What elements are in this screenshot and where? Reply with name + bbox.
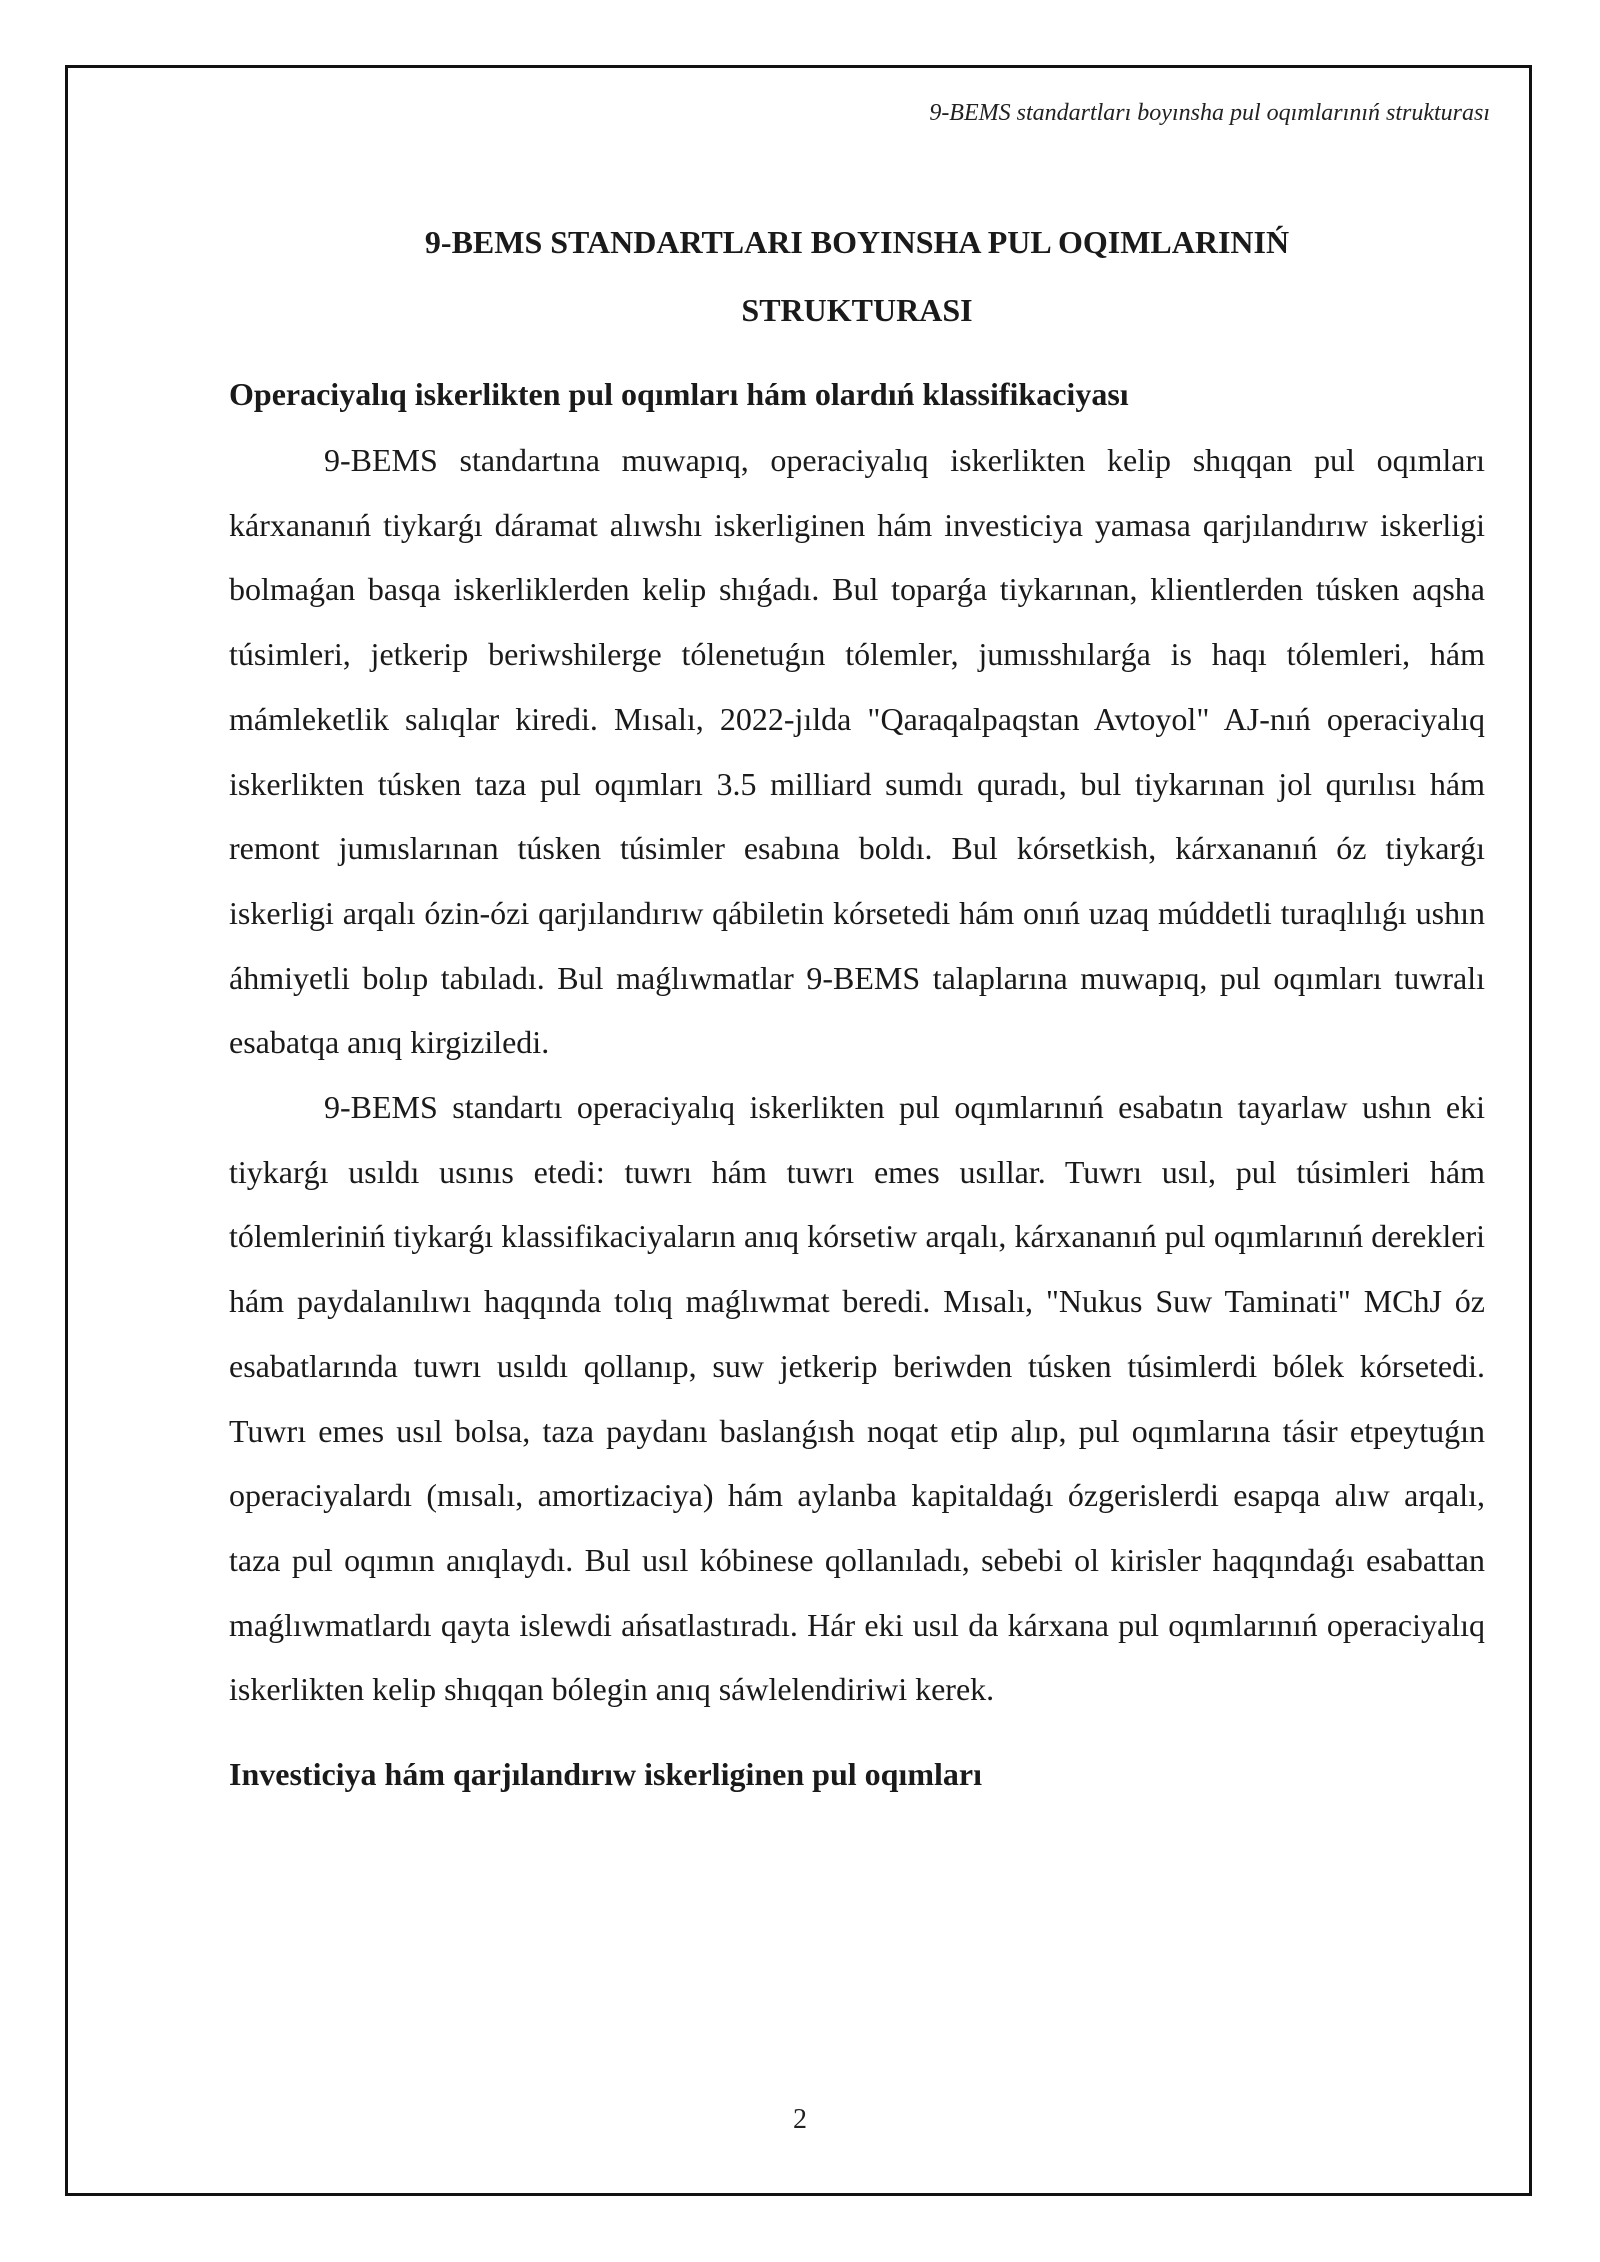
document-title-line-1: 9-BEMS STANDARTLARI BOYINSHA PUL OQIMLARINIŃ: [424, 224, 1290, 260]
section-heading-operating: Operaciyalıq iskerlikten pul oqımları hám olardıń klassifikaciyası: [229, 376, 1129, 412]
paragraph-operating-definition: 9-BEMS standartına muwapıq, operaciyalıq iskerlikten kelip shıqqan pul oqımları kárxananıń tiykarǵı dáramat alıwshı iskerliginen hám investiciya yamasa qarjılandırıw iskerligi bolmaǵan basqa iskerliklerden kelip shıǵadı. Bul toparǵa tiykarınan, klientlerden túsken aqsha túsimleri, jetkerip beriwshilerge tólenetuǵın tólemler, jumısshılarǵa is haqı tólemleri, hám mámleketlik salıqlar kiredi. Mısalı, 2022-jılda "Qaraqalpaqstan Avtoyol" AJ-nıń operaciyalıq iskerlikten túsken taza pul oqımları 3.5 milliard sumdı quradı, bul tiykarınan jol qurılısı hám remont jumıslarınan túsken túsimler esabına boldı. Bul kórsetkish, kárxananıń óz tiykarǵı iskerligi arqalı ózin-ózi qarjılandırıw qábiletin kórsetedi hám onıń uzaq múddetli turaqlılıǵı ushın áhmiyetli bolıp tabıladı. Bul maǵlıwmatlar 9-BEMS talaplarına muwapıq, pul oqımları tuwralı esabatqa anıq kirgiziledi.: [229, 442, 1485, 1061]
page-number: 2: [793, 2104, 807, 2135]
document-title: [229, 208, 1485, 344]
section-heading-investing-financing: Investiciya hám qarjılandırıw iskerliginen pul oqımları: [229, 1756, 982, 1793]
paragraph-operating-methods: 9-BEMS standartı operaciyalıq iskerlikten pul oqımlarınıń esabatın tayarlaw ushın eki tiykarǵı usıldı usınıs etedi: tuwrı hám tuwrı emes usıllar. Tuwrı usıl, pul túsimleri hám tólemleriniń tiykarǵı klassifikaciyaların anıq kórsetiw arqalı, kárxananıń pul oqımlarınıń derekleri hám paydalanılıwı haqqında tolıq maǵlıwmat beredi. Mısalı, "Nukus Suw Taminati" MChJ óz esabatlarında tuwrı usıldı qollanıp, suw jetkerip beriwden túsken túsimlerdi bólek kórsetedi. Tuwrı emes usıl bolsa, taza paydanı baslanǵısh noqat etip alıp, pul oqımlarına tásir etpeytuǵın operaciyalardı (mısalı, amortizaciya) hám aylanba kapitaldaǵı ózgerislerdi esapqa alıw arqalı, taza pul oqımın anıqlaydı. Bul usıl kóbinese qollanıladı, sebebi ol kirisler haqqındaǵı esabattan maǵlıwmatlardı qayta islewdi ańsatlastıradı. Hár eki usıl da kárxana pul oqımlarınıń operaciyalıq iskerlikten kelip shıqqan bólegin anıq sáwlelendiriwi kerek.: [229, 1089, 1485, 1708]
document-title-line-2: STRUKTURASI: [741, 292, 973, 328]
running-header: 9-BEMS standartları boyınsha pul oqımlarınıń strukturası: [929, 100, 1490, 126]
document-body: [229, 208, 1485, 1808]
